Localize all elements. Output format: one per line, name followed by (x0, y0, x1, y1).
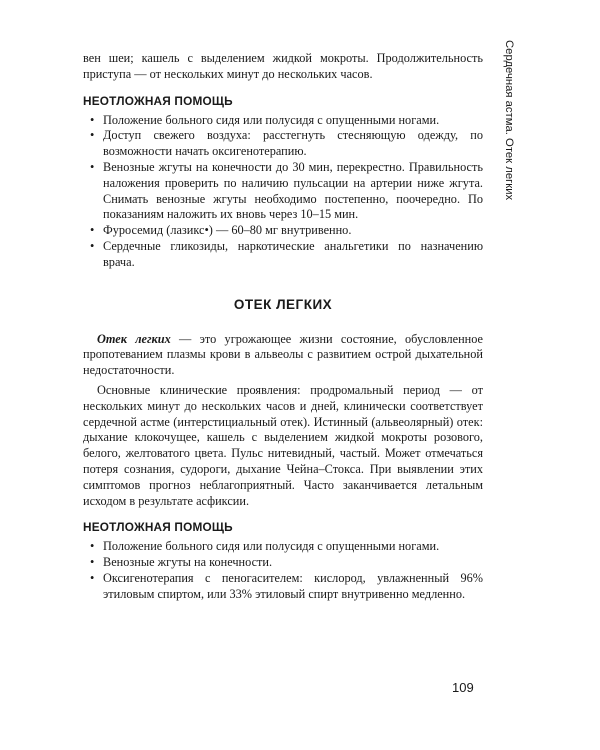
side-running-head (497, 40, 517, 236)
list-item-text: Доступ свежего воздуха: расстегнуть стесняющую одежду, по возможности начать оксигенотерапию. (103, 128, 483, 159)
page-number: 109 (452, 680, 474, 695)
definition-paragraph (83, 332, 483, 379)
side-running-head-text: Сердечная астма. Отек легких (503, 40, 515, 201)
list-item (83, 128, 483, 160)
list-item (83, 571, 483, 603)
list-item (83, 539, 483, 555)
bullet-mark: • (90, 555, 95, 570)
list-item-text: Оксигенотерапия с пеногасителем: кислород, увлажненный 96% этиловым спиртом, или 33% этиловый спирт внутривенно медленно. (103, 570, 483, 601)
defined-term: Отек легких (97, 331, 171, 346)
bullet-mark: • (90, 223, 95, 238)
section-heading-emergency-2: НЕОТЛОЖНАЯ ПОМОЩЬ (83, 520, 233, 535)
list-item (83, 223, 483, 239)
bullet-mark: • (90, 238, 95, 253)
list-item-text: Фуросемид (лазикс•) — 60–80 мг внутривенно. (103, 223, 352, 238)
bullet-mark: • (90, 112, 95, 127)
bullet-mark: • (90, 539, 95, 554)
list-item (83, 113, 483, 129)
list-item-text: Венозные жгуты на конечности до 30 мин, перекрестно. Правильность наложения проверить по наличию пульсации на артерии ниже жгута. Снимать венозные жгуты необходимо постепенно, поочередно. По показаниям наложить их вновь через 10–15 мин. (103, 159, 483, 222)
bullet-mark: • (90, 159, 95, 174)
chapter-title: ОТЕК ЛЕГКИХ (233, 296, 333, 312)
section-heading-emergency-1: НЕОТЛОЖНАЯ ПОМОЩЬ (83, 93, 233, 108)
list-item-text: Сердечные гликозиды, наркотические анальгетики по назначению врача. (103, 238, 483, 269)
list-item (83, 239, 483, 271)
clinical-paragraph: Основные клинические проявления: продромальный период — от нескольких минут до нескольких часов и дней, клинически соответствует сердечной астме (интерстициальный отек). Истинный (альвеолярный) отек: дыхание клокочущее, кашель с выделением жидкой мокроты розового, белого, желтоватого цвета. Пульс нитевидный, частый. Может отмечаться потеря сознания, судороги, дыхание Чейна–Стокса. При выявлении этих симптомов прогноз неблагоприятный. Часто заканчивается летальным исходом в результате асфиксии. (83, 382, 483, 508)
bullet-mark: • (90, 570, 95, 585)
list-item (83, 555, 483, 571)
definition-text: — это угрожающее жизни состояние, обусловленное пропотеванием плазмы крови в альвеолы с развитием острой дыхательной недостаточности. (83, 331, 484, 378)
page-content (83, 51, 483, 603)
emergency-list-2 (83, 539, 483, 602)
emergency-list-1 (83, 113, 483, 271)
list-item-text: Положение больного сидя или полусидя с опущенными ногами. (103, 112, 440, 127)
list-item-text: Венозные жгуты на конечности. (103, 555, 273, 570)
list-item (83, 160, 483, 223)
list-item-text: Положение больного сидя или полусидя с опущенными ногами. (103, 539, 440, 554)
intro-paragraph: вен шеи; кашель с выделением жидкой мокроты. Продолжительность приступа — от нескольких минут до нескольких часов. (83, 51, 483, 81)
bullet-mark: • (90, 128, 95, 143)
